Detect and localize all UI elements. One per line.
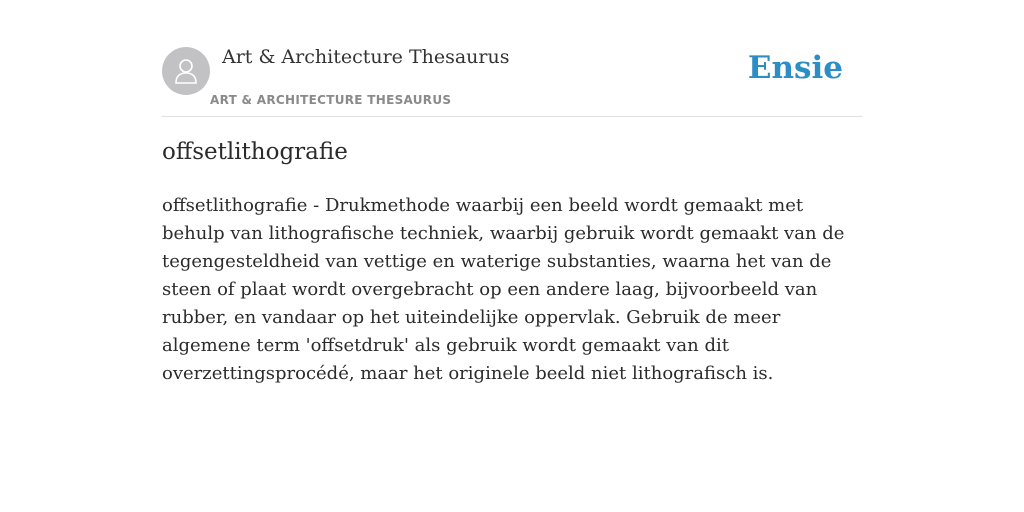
source-subtitle: ART & ARCHITECTURE THESAURUS xyxy=(210,93,452,107)
page-title: offsetlithografie xyxy=(162,139,348,165)
user-icon xyxy=(171,56,201,86)
brand-logo-link[interactable]: Ensie xyxy=(747,50,843,86)
source-title-link[interactable]: Art & Architecture Thesaurus xyxy=(222,46,510,68)
header xyxy=(162,0,862,117)
avatar[interactable] xyxy=(162,47,210,95)
page xyxy=(162,0,862,512)
definition-text: offsetlithografie - Drukmethode waarbij een beeld wordt gemaakt met behulp van lithografische techniek, waarbij gebruik wordt gemaakt van de tegengesteldheid van vettige en waterige substanties, waarna het van de steen of plaat wordt overgebracht op een andere laag, bijvoorbeeld van rubber, en vandaar op het uiteindelijke oppervlak. Gebruik de meer algemene term 'offsetdruk' als gebruik wordt gemaakt van dit overzettingsprocédé, maar het originele beeld niet lithografisch is. xyxy=(162,195,845,384)
